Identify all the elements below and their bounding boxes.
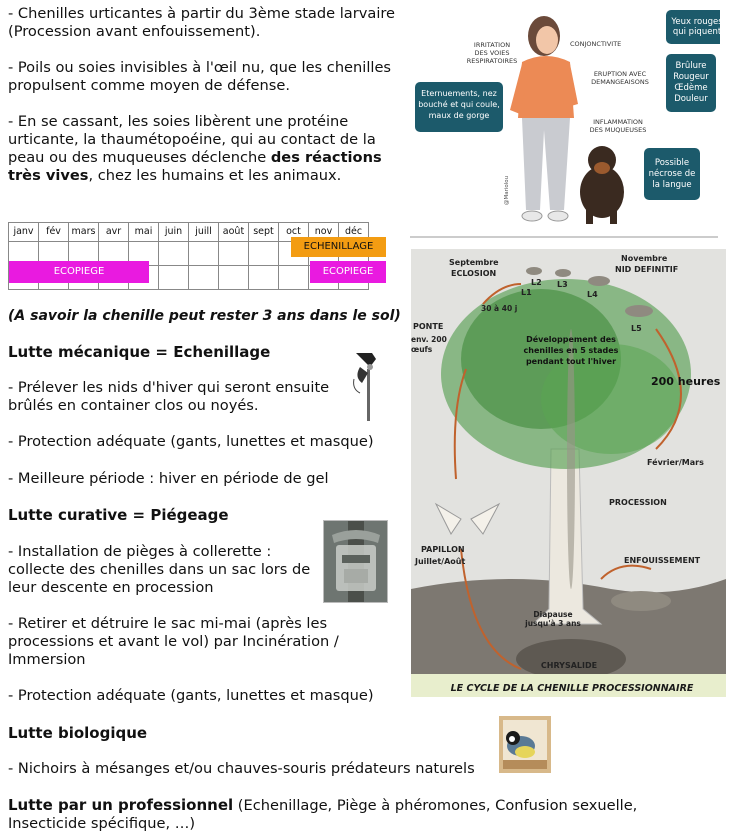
eclosion-label: ECLOSION <box>451 269 497 278</box>
curative-item-3: - Protection adéquate (gants, lunettes et masque) <box>8 687 374 704</box>
curative-title: Lutte curative = Piégeage <box>8 506 229 524</box>
intro-p3-bold: des réactions très vives <box>8 149 382 184</box>
soil-note: (A savoir la chenille peut rester 3 ans dans le sol) <box>8 308 401 324</box>
ecopiege-bar-autumn: ECOPIEGE <box>310 261 386 283</box>
intro-paragraph-3 <box>8 113 408 185</box>
l4-label: L4 <box>587 290 598 299</box>
cycle-title: LE CYCLE DE LA CHENILLE PROCESSIONNAIRE <box>450 683 694 694</box>
novembre-label: Novembre <box>621 254 668 263</box>
conjonctivite-label: CONJONCTIVITE <box>570 40 622 48</box>
month-header: juill <box>189 223 219 242</box>
mecanique-item-1: - Prélever les nids d'hiver qui seront ensuite brûlés en container clos ou noyés. <box>8 379 330 414</box>
eruption-label: ERUPTION AVEC DEMANGEAISONS <box>591 70 649 86</box>
eternuements-box: Eternuements, nez bouché et qui coule, maux de gorge <box>418 89 500 120</box>
l3-label: L3 <box>557 280 568 289</box>
ponte-label: PONTE <box>413 322 444 331</box>
l1-label: L1 <box>521 288 532 297</box>
month-header: mai <box>129 223 159 242</box>
month-header: sept <box>249 223 279 242</box>
pruner-image <box>350 349 386 421</box>
fevrier-label: Février/Mars <box>647 458 704 467</box>
calendar-cell <box>159 242 189 266</box>
l2-label: L2 <box>531 278 542 287</box>
nid-label: NID DEFINITIF <box>615 265 679 274</box>
calendar-cell <box>189 242 219 266</box>
biologique-title: Lutte biologique <box>8 724 148 742</box>
calendar-cell <box>159 266 189 290</box>
developpement-label: Développement des chenilles en 5 stades pendant tout l'hiver <box>523 335 619 366</box>
professionnel-details: (Echenillage, Piège à phéromones, Confusion sexuelle, Insecticide spécifique, …) <box>8 797 638 832</box>
month-header: janv <box>9 223 39 242</box>
papillon-label: PAPILLON <box>421 545 465 554</box>
diapause-label: Diapause jusqu'à 3 ans <box>525 610 581 628</box>
month-header: août <box>219 223 249 242</box>
collar-trap-image <box>323 520 388 603</box>
calendar-cell <box>249 242 279 266</box>
calendar-cell <box>219 266 249 290</box>
calendar-cell <box>189 266 219 290</box>
jours-label: 30 à 40 j <box>481 304 518 313</box>
symptoms-infographic <box>410 0 720 233</box>
calendar-cell <box>249 266 279 290</box>
procession-label: PROCESSION <box>609 498 667 507</box>
professionnel-title: Lutte par un professionnel <box>8 796 234 814</box>
septembre-label: Septembre <box>449 258 499 267</box>
necrose-box: Possible nécrose de la langue <box>648 158 696 190</box>
mecanique-item-3: - Meilleure période : hiver en période de gel <box>8 470 329 487</box>
ecopiege-bar-spring: ECOPIEGE <box>9 261 149 283</box>
intro-p3-text-c: , chez les humains et les animaux. <box>88 167 342 184</box>
divider <box>410 236 718 238</box>
irritation-label: IRRITATION DES VOIES RESPIRATOIRES <box>466 41 518 65</box>
month-header: déc <box>339 223 369 242</box>
calendar-cell <box>279 266 309 290</box>
month-header: mars <box>69 223 99 242</box>
credit-label: @Mariolou <box>504 175 510 205</box>
biologique-item-1: - Nichoirs à mésanges et/ou chauves-souris prédateurs naturels <box>8 760 475 777</box>
brulure-box: Brûlure Rougeur Œdème Douleur <box>673 61 709 104</box>
month-header: oct <box>279 223 309 242</box>
juillet-label: Juillet/Août <box>415 557 466 566</box>
curative-item-1: - Installation de pièges à collerette : collecte des chenilles dans un sac lors de leur descente en procession <box>8 543 311 596</box>
professionnel-paragraph <box>8 796 688 833</box>
curative-item-2: - Retirer et détruire le sac mi-mai (après les processions et avant le vol) par Incinération / Immersion <box>8 615 339 668</box>
oeufs-label: env. 200 œufs <box>411 335 447 354</box>
lifecycle-infographic <box>411 249 726 697</box>
month-header: avr <box>99 223 129 242</box>
enfouissement-label: ENFOUISSEMENT <box>624 556 701 565</box>
heures-label: 200 heures <box>651 375 721 388</box>
month-header: nov <box>309 223 339 242</box>
intro-paragraph-1: - Chenilles urticantes à partir du 3ème stade larvaire (Procession avant enfouissement). <box>8 5 396 40</box>
mecanique-item-2: - Protection adéquate (gants, lunettes et masque) <box>8 433 374 450</box>
inflammation-label: INFLAMMATION DES MUQUEUSES <box>589 118 647 134</box>
calendar-cell <box>219 242 249 266</box>
l5-label: L5 <box>631 324 642 333</box>
month-header: juin <box>159 223 189 242</box>
mecanique-title: Lutte mécanique = Echenillage <box>8 343 271 361</box>
echenillage-bar: ECHENILLAGE <box>291 237 386 257</box>
intro-paragraph-2: - Poils ou soies invisibles à l'œil nu, que les chenilles propulsent comme moyen de défense. <box>8 59 392 94</box>
birdhouse-image <box>499 716 551 773</box>
yeux-box: Yeux rouges qui piquent <box>671 17 720 37</box>
intro-p3-text-a: - En se cassant, les soies libèrent une protéine urticante, la thaumétopoéine, qui au contact de la peau ou des muqueuses déclenche <box>8 113 376 166</box>
chrysalide-label: CHRYSALIDE <box>540 661 598 670</box>
month-header: fév <box>39 223 69 242</box>
